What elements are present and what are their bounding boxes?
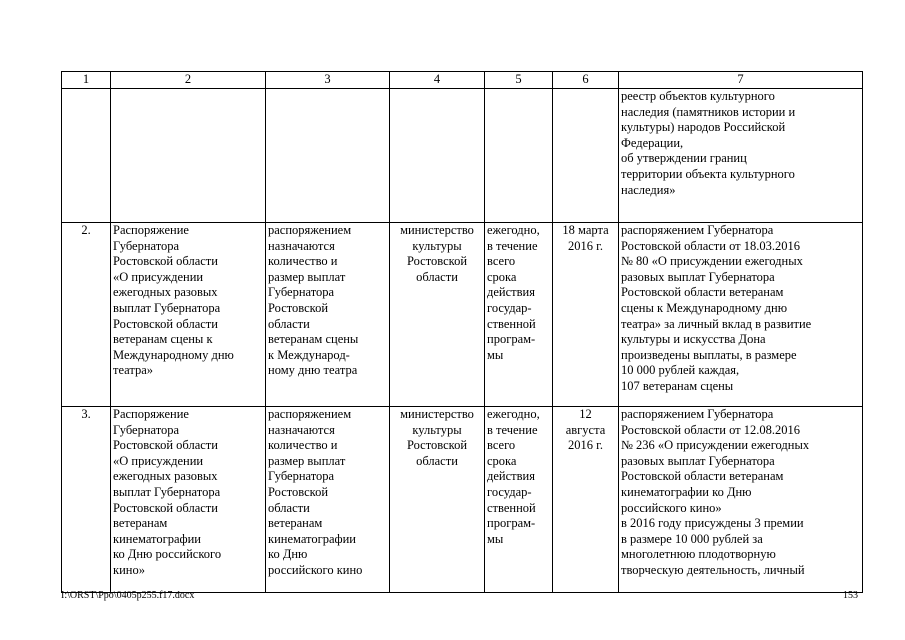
text-line: ветеранам: [268, 516, 323, 531]
text-line: количество и: [268, 254, 338, 269]
text-line: Ростовской области от 12.08.2016: [621, 422, 801, 437]
text-line: 12: [579, 407, 592, 421]
footer-page-number: 153: [843, 590, 858, 601]
text-line: государ-: [487, 484, 532, 499]
text-line: реестр объектов культурного: [621, 89, 775, 103]
text-line: всего: [487, 438, 516, 453]
text-line: распоряжением Губернатора: [621, 223, 774, 237]
text-line: разовых выплат Губернатора: [621, 453, 775, 468]
text-line: мы: [487, 347, 504, 362]
text-line: государ-: [487, 300, 532, 315]
text-line: российского кино»: [621, 500, 722, 515]
text-line: Ростовской: [268, 300, 329, 315]
table-cell-lines: [553, 223, 619, 407]
text-line: 2016 г.: [568, 238, 603, 253]
text-line: Губернатора: [113, 238, 180, 253]
text-line: ежегодно,: [487, 407, 540, 421]
table-cell-lines: [111, 407, 266, 593]
text-line: министерство: [400, 223, 474, 237]
text-line: действия: [487, 285, 535, 300]
text-line: министерство: [400, 407, 474, 421]
table-cell: [266, 89, 390, 223]
text-line: наследия (памятников истории и: [621, 104, 796, 119]
text-line: Распоряжение: [113, 407, 189, 421]
table-cell-lines: [111, 223, 266, 407]
text-line: ежегодных разовых: [113, 285, 218, 300]
header-cell: 5: [485, 72, 553, 89]
text-line: Ростовской области ветеранам: [621, 285, 784, 300]
text-line: кино»: [113, 562, 145, 577]
table-cell-lines: [390, 407, 485, 593]
text-line: количество и: [268, 438, 338, 453]
text-line: в течение: [487, 422, 538, 437]
text-line: творческую деятельность, личный: [621, 562, 805, 577]
table-cell: [390, 89, 485, 223]
text-line: августа: [565, 422, 606, 437]
table-cell-lines: [485, 223, 553, 407]
text-line: распоряжением: [268, 223, 352, 237]
text-line: ежегодно,: [487, 223, 540, 237]
text-line: кинематографии: [268, 531, 357, 546]
text-line: культуры и искусства Дона: [621, 332, 766, 347]
text-line: Ростовской: [406, 254, 468, 269]
text-line: кинематографии: [113, 531, 202, 546]
table-row: [62, 407, 863, 593]
header-cell: 2: [111, 72, 266, 89]
text-line: распоряжением Губернатора: [621, 407, 774, 421]
footer-file-path: I:\ORST\Ppo\0405p255.f17.docx: [61, 590, 195, 601]
text-line: Ростовской области: [113, 500, 218, 515]
table-cell-lines: [619, 407, 863, 593]
text-line: в размере 10 000 рублей за: [621, 531, 763, 546]
text-line: Распоряжение: [113, 223, 189, 237]
text-line: российского кино: [268, 562, 363, 577]
table-cell-lines: [266, 407, 390, 593]
text-line: Ростовской: [268, 484, 329, 499]
text-line: Ростовской области ветеранам: [621, 469, 784, 484]
text-line: «О присуждении: [113, 453, 204, 468]
text-line: области: [416, 269, 458, 284]
text-line: Федерации,: [621, 135, 684, 150]
text-line: в 2016 году присуждены 3 премии: [621, 516, 804, 531]
text-line: Губернатора: [268, 285, 335, 300]
text-line: многолетнюю плодотворную: [621, 547, 776, 562]
header-cell: 1: [62, 72, 111, 89]
text-line: размер выплат: [268, 269, 346, 284]
table-cell: [62, 89, 111, 223]
table-row-continuation: [62, 89, 863, 223]
text-line: програм-: [487, 332, 536, 347]
header-cell: 3: [266, 72, 390, 89]
text-line: мы: [487, 531, 504, 546]
text-line: области: [416, 453, 458, 468]
text-line: ветеранам сцены к: [113, 332, 213, 347]
text-line: ко Дню российского: [113, 547, 222, 562]
table-row: [62, 223, 863, 407]
text-line: 18 марта: [562, 223, 609, 237]
text-line: срока: [487, 269, 517, 284]
text-line: наследия»: [621, 182, 676, 197]
table-cell-lines: [619, 223, 863, 407]
text-line: ственной: [487, 500, 536, 515]
text-line: назначаются: [268, 422, 335, 437]
text-line: территории объекта культурного: [621, 166, 795, 181]
text-line: ко Дню: [268, 547, 308, 562]
text-line: 2016 г.: [568, 438, 603, 453]
text-line: срока: [487, 453, 517, 468]
text-line: Международному дню: [113, 347, 234, 362]
header-cell: 7: [619, 72, 863, 89]
text-line: ежегодных разовых: [113, 469, 218, 484]
text-line: всего: [487, 254, 516, 269]
text-line: ветеранам сцены: [268, 332, 359, 347]
text-line: культуры: [412, 238, 462, 253]
text-line: ственной: [487, 316, 536, 331]
text-line: выплат Губернатора: [113, 300, 221, 315]
text-line: ветеранам: [113, 516, 168, 531]
text-line: культуры: [412, 422, 462, 437]
text-line: культуры) народов Российской: [621, 120, 786, 135]
text-line: Ростовской области от 18.03.2016: [621, 238, 801, 253]
text-line: театра»: [113, 363, 154, 378]
text-line: Ростовской: [406, 438, 468, 453]
text-line: Ростовской области: [113, 254, 218, 269]
row-number: 3.: [62, 407, 111, 593]
text-line: разовых выплат Губернатора: [621, 269, 775, 284]
text-line: програм-: [487, 516, 536, 531]
text-line: сцены к Международному дню: [621, 300, 788, 315]
text-line: распоряжением: [268, 407, 352, 421]
table-cell-lines: [390, 223, 485, 407]
text-line: об утверждении границ: [621, 151, 747, 166]
text-line: к Международ-: [268, 347, 350, 362]
text-line: в течение: [487, 238, 538, 253]
text-line: ному дню театра: [268, 363, 358, 378]
text-line: области: [268, 316, 310, 331]
text-line: 10 000 рублей каждая,: [621, 363, 740, 378]
table-cell-lines: [619, 89, 863, 223]
text-line: назначаются: [268, 238, 335, 253]
table-cell-lines: [266, 223, 390, 407]
text-line: № 80 «О присуждении ежегодных: [621, 254, 803, 269]
text-line: «О присуждении: [113, 269, 204, 284]
text-line: области: [268, 500, 310, 515]
text-line: выплат Губернатора: [113, 484, 221, 499]
text-line: № 236 «О присуждении ежегодных: [621, 438, 810, 453]
table-header-row: [62, 72, 863, 89]
document-table: [61, 71, 863, 593]
text-line: Ростовской области: [113, 316, 218, 331]
text-line: театра» за личный вклад в развитие: [621, 316, 812, 331]
row-number: 2.: [62, 223, 111, 407]
text-line: Ростовской области: [113, 438, 218, 453]
text-line: Губернатора: [113, 422, 180, 437]
text-line: 107 ветеранам сцены: [621, 378, 734, 393]
table-cell: [111, 89, 266, 223]
text-line: Губернатора: [268, 469, 335, 484]
header-cell: 6: [553, 72, 619, 89]
text-line: размер выплат: [268, 453, 346, 468]
text-line: действия: [487, 469, 535, 484]
table-cell-lines: [485, 407, 553, 593]
text-line: кинематографии ко Дню: [621, 484, 752, 499]
table-cell-lines: [553, 407, 619, 593]
text-line: произведены выплаты, в размере: [621, 347, 797, 362]
table-cell: [485, 89, 553, 223]
header-cell: 4: [390, 72, 485, 89]
table-cell: [553, 89, 619, 223]
